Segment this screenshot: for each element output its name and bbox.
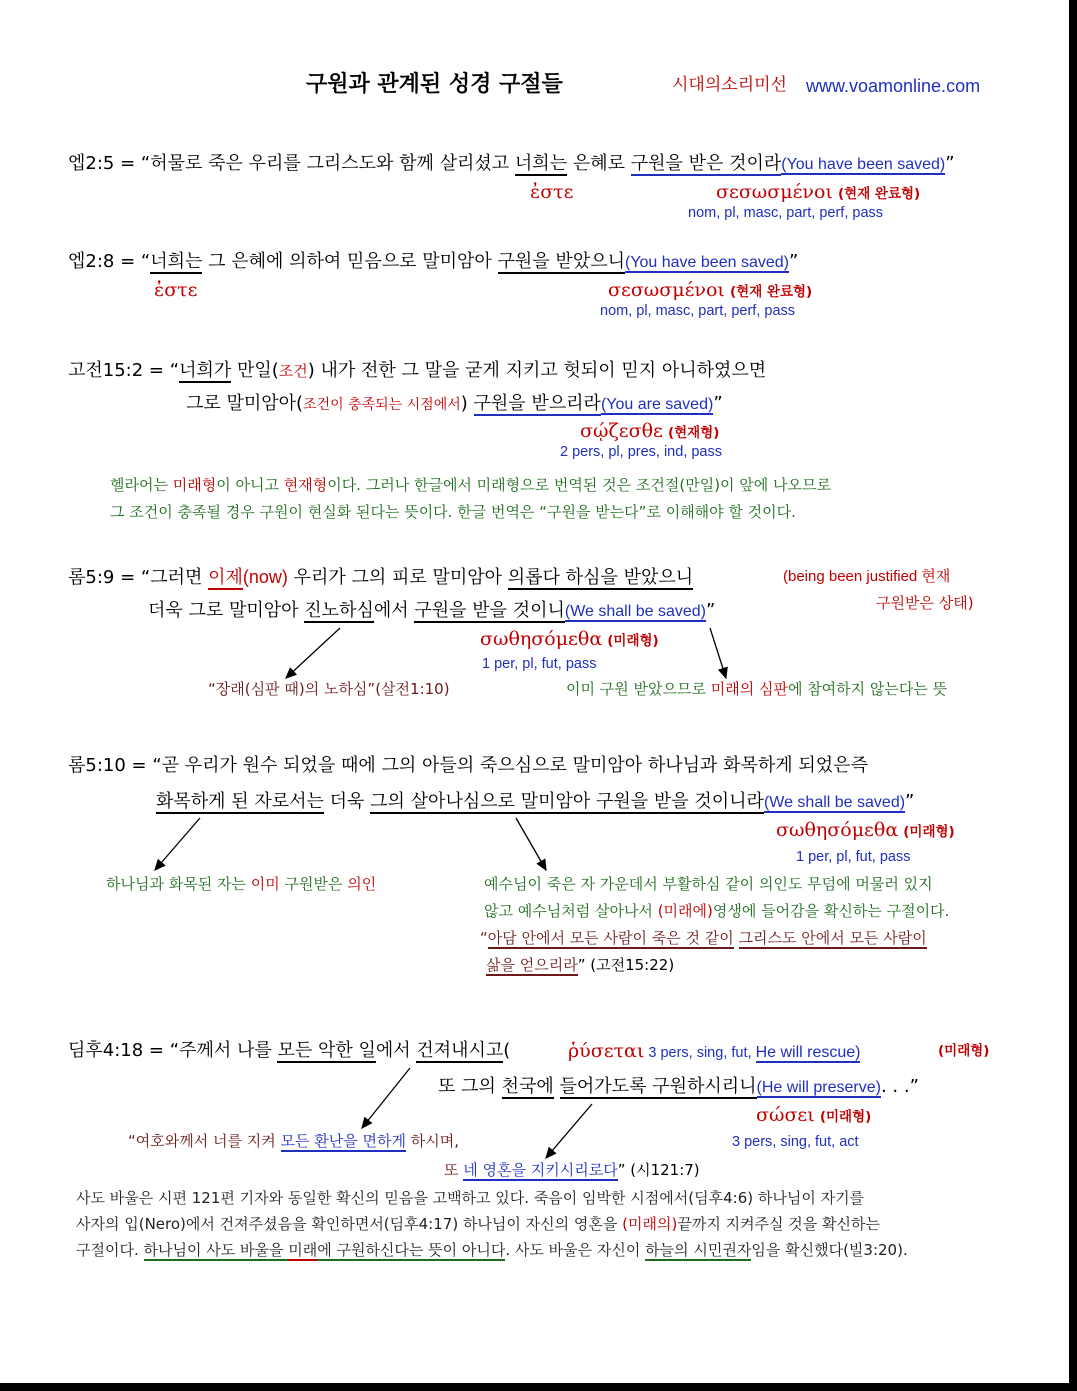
commentary-paragraph: 사도 바울은 시편 121편 기자와 동일한 확신의 믿음을 고백하고 있다. 죽음이 임박한 시점에서(딤후4:6) 하나님이 자기를 <box>76 1189 865 1207</box>
commentary-paragraph: 사자의 입(Nero)에서 건져주셨음을 확인하면서(딤후4:17) 하나님이 자신의 영혼을 (미래의)끝까지 지켜주실 것을 확신하는 <box>76 1215 881 1233</box>
explanation-note: 예수님이 죽은 자 가운데서 부활하심 같이 의인도 무덤에 머물러 있지 <box>484 875 933 893</box>
verse-rom-5-9: 롬5:9 = “그러면 이제(now) 우리가 그의 피로 말미암아 의롭다 하심을 받았으니 <box>68 567 694 588</box>
parsing-text: 3 pers, sing, fut, act <box>732 1134 859 1150</box>
verse-eph-2-5: 엡2:5 = “허물로 죽은 우리를 그리스도와 함께 살리셨고 너희는 은혜로 구원을 받은 것이라(You have been saved)” <box>68 153 955 174</box>
organization-name: 시대의소리미선 <box>672 75 787 95</box>
verse-eph-2-8: 엡2:8 = “너희는 그 은혜에 의하여 믿음으로 말미암아 구원을 받았으니(You have been saved)” <box>68 251 799 272</box>
parsing-text: 2 pers, pl, pres, ind, pass <box>560 444 722 460</box>
verse-ref: 고전15:2 = <box>68 360 170 381</box>
website-link[interactable]: www.voamonline.com <box>806 76 981 96</box>
verse-rom-5-9-line2: 더욱 그로 말미암아 진노하심에서 구원을 받을 것이니(We shall be saved)” <box>148 600 716 621</box>
greek-word: ἐστε <box>530 181 574 203</box>
side-note: (being been justified 현재 <box>783 568 951 585</box>
greek-parse-group: σεσωσμένοι (현재 완료형) <box>608 279 813 301</box>
arrow-to-psalm-line1 <box>362 1068 410 1128</box>
arrow-to-reconciled-note <box>155 818 200 870</box>
explanation-note: 헬라어는 미래형이 아니고 현재형이다. 그러나 한글에서 미래형으로 번역된 것은 조건절(만일)이 앞에 나오므로 <box>110 476 832 494</box>
greek-parse-group: σεσωσμένοι (현재 완료형) <box>716 181 921 203</box>
parsing-text: 1 per, pl, fut, pass <box>796 849 911 865</box>
explanation-note: 않고 예수님처럼 살아나서 (미래에)영생에 들어감을 확신하는 구절이다. <box>484 902 950 920</box>
commentary-paragraph: 구절이다. 하나님이 사도 바울을 미래에 구원하신다는 뜻이 아니다. 사도 바울은 자신이 하늘의 시민권자임을 확신했다(빌3:20). <box>76 1241 908 1259</box>
greek-parse-group: σωθησόμεθα (미래형) <box>776 819 955 841</box>
cross-reference-quote: 삶을 얻으리라” (고전15:22) <box>486 956 675 974</box>
parsing-text: 1 per, pl, fut, pass <box>482 656 597 672</box>
verse-1cor-15-2: 고전15:2 = “너희가 만일(조건) 내가 전한 그 말을 굳게 지키고 헛되이 믿지 아니하였으면 <box>68 360 767 381</box>
verse-2tim-4-18: 딤후4:18 = “주께서 나를 모든 악한 일에서 건져내시고( <box>68 1040 511 1061</box>
parsing-text: nom, pl, masc, part, perf, pass <box>600 303 796 319</box>
verse-rom-5-10-line2: 화목하게 된 자로서는 더욱 그의 살아나심으로 말미암아 구원을 받을 것이니라(We shall be saved)” <box>156 791 915 812</box>
arrow-to-psalm-line2 <box>546 1104 592 1158</box>
explanation-note: 이미 구원 받았으므로 미래의 심판에 참여하지 않는다는 뜻 <box>566 680 948 698</box>
verse-1cor-15-2-line2: 그로 말미암아(조건이 충족되는 시점에서) 구원을 받으리라(You are saved)” <box>186 393 723 414</box>
psalm-quote: 또 네 영혼을 지키시리로다” (시121:7) <box>444 1161 700 1179</box>
verse-ref: 엡2:8 = <box>68 251 141 272</box>
verse-ref: 딤후4:18 = <box>68 1040 170 1061</box>
side-note: 구원받은 상태) <box>876 594 974 612</box>
verse-ref: 롬5:9 = <box>68 567 141 588</box>
cross-reference-quote: “아담 안에서 모든 사람이 죽은 것 같이 그리스도 안에서 모든 사람이 <box>480 929 927 947</box>
tense-label: (미래형) <box>938 1043 990 1059</box>
greek-parse-group: σῴζεσθε (현재형) <box>580 420 720 442</box>
greek-parse-group: σωθησόμεθα (미래형) <box>480 628 659 650</box>
verse-rom-5-10: 롬5:10 = “곧 우리가 원수 되었을 때에 그의 아들의 죽으심으로 말미암아 하나님과 화목하게 되었은즉 <box>68 755 868 776</box>
arrow-to-wrath-note <box>286 628 340 678</box>
psalm-quote: “여호와께서 너를 지켜 모든 환난을 면하게 하시며, <box>128 1132 459 1150</box>
verse-ref: 엡2:5 = <box>68 153 141 174</box>
parsing-text: nom, pl, masc, part, perf, pass <box>688 205 884 221</box>
greek-parse-group: ῥύσεται 3 pers, sing, fut, He will rescue) <box>568 1040 861 1062</box>
verse-2tim-4-18-line2: 또 그의 천국에 들어가도록 구원하시리니(He will preserve). . .” <box>438 1076 919 1097</box>
arrow-to-judgment-note <box>710 628 726 678</box>
page-title: 구원과 관계된 성경 구절들 <box>306 72 563 97</box>
greek-parse-group: σώσει (미래형) <box>756 1104 872 1126</box>
arrow-to-resurrection-note <box>516 818 546 870</box>
explanation-note: 그 조건이 충족될 경우 구원이 현실화 된다는 뜻이다. 한글 번역은 “구원을 받는다”로 이해해야 할 것이다. <box>110 503 796 521</box>
cross-reference-note: “장래(심판 때)의 노하심”(살전1:10) <box>208 680 450 698</box>
explanation-note: 하나님과 화목된 자는 이미 구원받은 의인 <box>106 875 377 893</box>
greek-word: ἐστε <box>154 279 198 301</box>
verse-ref: 롬5:10 = <box>68 755 153 776</box>
